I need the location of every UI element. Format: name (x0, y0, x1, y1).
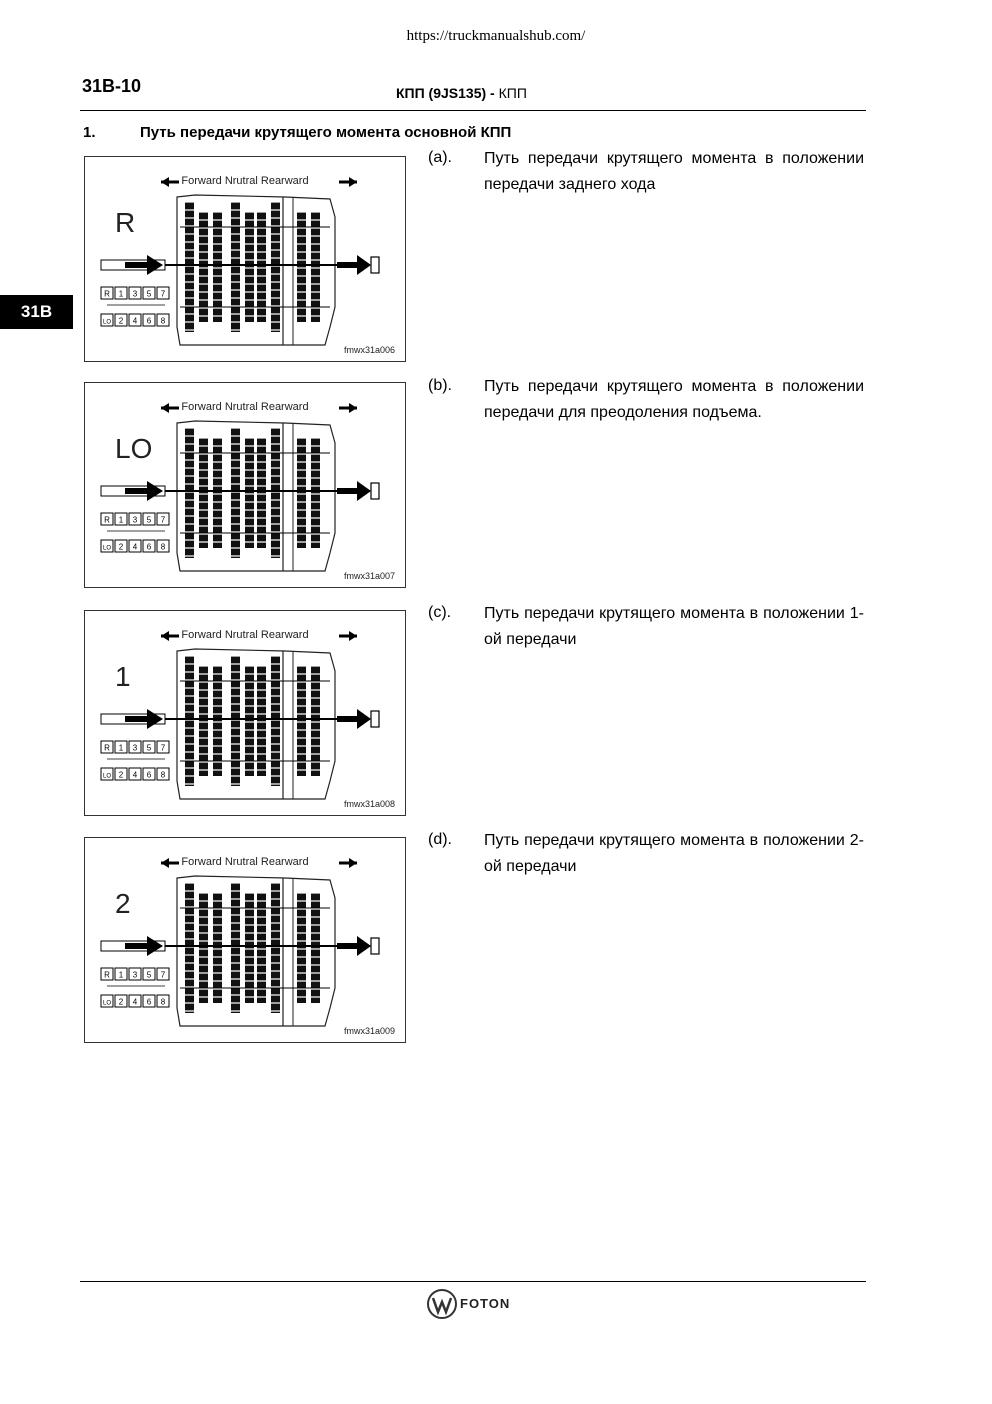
shift-pattern-label: R (104, 743, 110, 753)
shift-pattern-label: LO (102, 773, 112, 780)
figure-code: fmwx31a008 (343, 799, 395, 809)
shift-pattern-label: R (104, 970, 110, 980)
header-title (396, 85, 527, 101)
figure-code: fmwx31a006 (343, 345, 395, 355)
gear-label: 2 (115, 888, 131, 919)
gearbox-schematic (85, 157, 404, 360)
shift-pattern-label: 7 (160, 515, 166, 525)
source-url: https://truckmanualshub.com/ (406, 28, 586, 44)
shift-pattern-label: 3 (132, 289, 138, 299)
shift-pattern-label: 6 (146, 997, 152, 1007)
item-d-text: Путь передачи крутящего момента в положении 2-ой передачи (484, 832, 864, 875)
shift-pattern-label: 2 (118, 316, 124, 326)
section-title: Путь передачи крутящего момента основной КПП (140, 124, 512, 141)
footer-logo (426, 1288, 526, 1320)
shift-pattern-label: 1 (118, 289, 124, 299)
shift-pattern-label: 1 (118, 515, 124, 525)
shift-pattern-label: 2 (118, 770, 124, 780)
shift-pattern-label: 3 (132, 515, 138, 525)
shift-pattern-label: R (104, 289, 110, 299)
gear-label: R (115, 207, 136, 238)
page-number: 31B-10 (82, 76, 142, 96)
shift-pattern-label: 4 (132, 316, 138, 326)
shift-pattern-label: 4 (132, 542, 138, 552)
gearbox-figure-1 (84, 156, 406, 362)
shift-pattern-label: LO (102, 545, 112, 552)
section-number: 1. (83, 124, 96, 141)
direction-label: Forward Nrutral Rearward (181, 856, 309, 868)
foton-logo-icon (426, 1288, 458, 1320)
shift-pattern-label: 8 (160, 997, 166, 1007)
gearbox-schematic (85, 383, 404, 586)
shift-pattern-label: R (104, 515, 110, 525)
gear-label: 1 (115, 661, 131, 692)
shift-pattern-label: 7 (160, 970, 166, 980)
direction-label: Forward Nrutral Rearward (181, 401, 309, 413)
shift-pattern-label: 8 (160, 770, 166, 780)
item-b-text: Путь передачи крутящего момента в положении передачи для преодоления подъема. (484, 378, 864, 421)
item-a-letter: (a). (428, 149, 452, 166)
shift-pattern-label: 4 (132, 770, 138, 780)
shift-pattern-label: 1 (118, 970, 124, 980)
shift-pattern-label: 6 (146, 316, 152, 326)
chapter-tab: 31B (0, 295, 73, 329)
shift-pattern-label: 7 (160, 289, 166, 299)
shift-pattern-label: 3 (132, 743, 138, 753)
gearbox-schematic (85, 611, 404, 814)
gearbox-figure-2 (84, 382, 406, 588)
shift-pattern-label: 2 (118, 542, 124, 552)
item-a-text: Путь передачи крутящего момента в положении передачи заднего хода (484, 150, 864, 193)
item-d-letter: (d). (428, 831, 452, 848)
shift-pattern-label: 8 (160, 316, 166, 326)
shift-pattern-label: 4 (132, 997, 138, 1007)
gearbox-figure-4 (84, 837, 406, 1043)
shift-pattern-label: LO (102, 319, 112, 326)
shift-pattern-label: 5 (146, 289, 152, 299)
gearbox-figure-3 (84, 610, 406, 816)
shift-pattern-label: 5 (146, 743, 152, 753)
item-c-letter: (c). (428, 604, 452, 621)
item-c-text: Путь передачи крутящего момента в положении 1-ой передачи (484, 605, 864, 648)
shift-pattern-label: 7 (160, 743, 166, 753)
header-title-regular: КПП (498, 85, 527, 101)
item-b-letter: (b). (428, 377, 452, 394)
footer-divider (80, 1281, 866, 1282)
foton-logo-text: FOTON (460, 1296, 511, 1311)
gearbox-schematic (85, 838, 404, 1041)
figure-code: fmwx31a009 (343, 1026, 395, 1036)
direction-label: Forward Nrutral Rearward (181, 629, 309, 641)
shift-pattern-label: 2 (118, 997, 124, 1007)
shift-pattern-label: LO (102, 1000, 112, 1007)
shift-pattern-label: 3 (132, 970, 138, 980)
shift-pattern-label: 6 (146, 770, 152, 780)
direction-label: Forward Nrutral Rearward (181, 175, 309, 187)
shift-pattern-label: 5 (146, 515, 152, 525)
shift-pattern-label: 5 (146, 970, 152, 980)
header-title-bold: КПП (9JS135) - (396, 85, 495, 101)
gear-label: LO (115, 433, 153, 464)
figure-code: fmwx31a007 (343, 571, 395, 581)
header-divider (80, 110, 866, 111)
shift-pattern-label: 6 (146, 542, 152, 552)
shift-pattern-label: 8 (160, 542, 166, 552)
shift-pattern-label: 1 (118, 743, 124, 753)
